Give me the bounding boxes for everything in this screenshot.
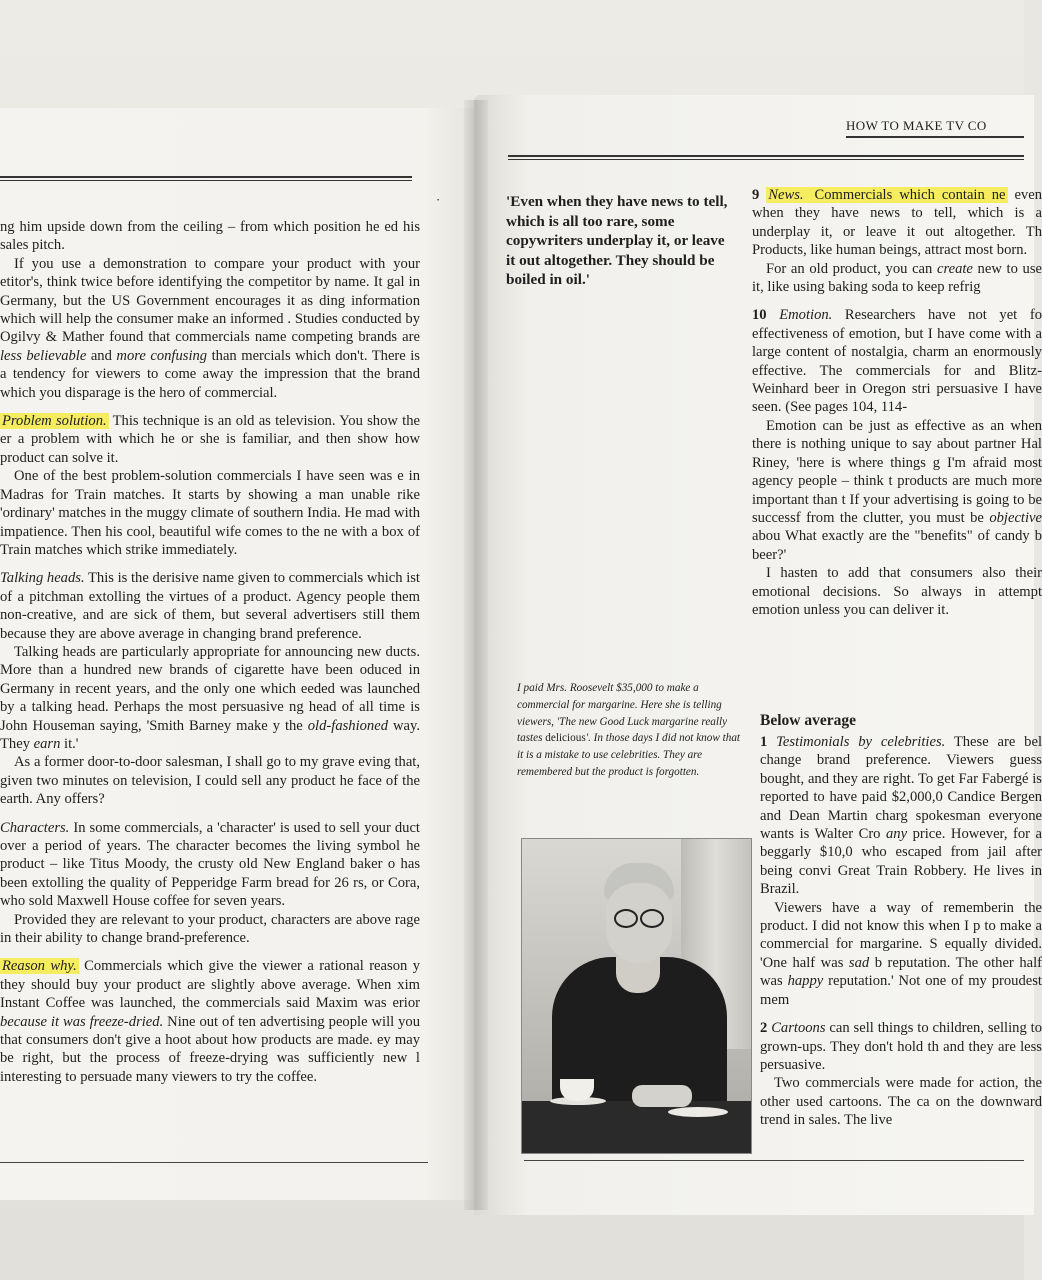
text-run: I hasten to add that consumers also their emotional decisions. So always in attempt emotion unless you can deliver it. (752, 565, 1042, 618)
paragraph (752, 417, 1042, 564)
right-column-text (752, 186, 1042, 619)
right-column-text-2 (760, 733, 1042, 1130)
text-run: Nine out of ten advertising people will you that consumers don't give a hoot about how products are made. ey may be right, but the process of freeze-drying was sufficiently new l interesting to persuade many viewers to try the coffee. (0, 1013, 421, 1085)
text-run: it.' (60, 735, 79, 752)
highlighted-text: Reason why. (2, 958, 77, 975)
text-run: even when they have news to tell, which is a underplay it, or leave it out altogether. Th Products, like human beings, attract most born. (752, 187, 1042, 259)
text-run: abou What exactly are the "benefits" of candy b beer?' (752, 528, 1042, 563)
text-run: than mercials which don't. There is a tendency for viewers to come away the impression that the brand which you disparage is the hero of commercial. (0, 347, 420, 401)
text-run: These are bel change brand preference. Viewers guess bought, and they are right. To get Far Fabergé is reported to have paid $2,000,0 Candice Bergen and Dean Martin charg spokesman everyone wants is Walter Cro (760, 734, 1042, 843)
item-number: 2 (760, 1020, 768, 1037)
text-run: more confusing (116, 347, 208, 364)
item-number: 10 (752, 307, 767, 324)
text-run: Emotion. (779, 307, 833, 324)
paragraph (760, 1074, 1042, 1129)
highlighted-text: Problem solution. (2, 413, 107, 430)
paragraph (0, 218, 420, 255)
text-run: Two commercials were made for action, the other used cartoons. The ca on the downward trend in sales. The live (760, 1075, 1042, 1129)
text-run: less believable (0, 347, 87, 364)
paragraph (752, 186, 1042, 260)
text-run: objective (989, 509, 1042, 526)
paragraph (760, 733, 1042, 899)
paragraph (760, 1019, 1042, 1074)
right-bottom-rule (524, 1160, 1024, 1161)
text-run: happy (787, 973, 824, 990)
text-run: create (936, 260, 973, 277)
paragraph (752, 564, 1042, 619)
item-number: 9 (752, 187, 760, 203)
page-mark: · (436, 192, 441, 207)
text-run: Cartoons (771, 1020, 826, 1037)
text-run: ng him upside down from the ceiling – from which position he ed his sales pitch. (0, 219, 420, 254)
text-run: As a former door-to-door salesman, I shall go to my grave eving that, given two minutes on television, I could sell any product he face of the earth. Any offers? (0, 754, 420, 808)
right-header-rule (846, 136, 1024, 138)
paragraph (0, 467, 420, 559)
paragraph (0, 957, 420, 1086)
text-run: and (86, 347, 117, 364)
photo-caption (517, 680, 745, 781)
text-run: Testimonials by celebrities. (776, 734, 946, 750)
text-run: can sell things to children, selling to grown-ups. They don't hold th and they are less persuasive. (760, 1020, 1042, 1073)
text-run: delicious (545, 732, 586, 745)
text-run: In some commercials, a 'character' is used to sell your duct over a period of years. The character becomes the living symbol he product – like Titus Moody, the crusty old New England baker o has been extolling the quality of Pepperidge Farm bread for 26 rs, or Cora, who sold Maxwell House coffee for seven years. (0, 819, 420, 910)
text-run: Provided they are relevant to your product, characters are above rage in their ability to change brand-preference. (0, 911, 420, 947)
text-run: I paid Mrs. Roosevelt $35,000 to make a commercial for margarine. Here she is telling viewers, 'The new Good Luck margarine really tastes (517, 682, 728, 745)
paragraph (0, 412, 420, 467)
paragraph (0, 819, 420, 911)
text-run: reputation.' Not one of my proudest mem (760, 973, 1042, 1008)
text-run: old-fashioned (307, 717, 389, 734)
highlighted-text: News. (768, 187, 804, 203)
right-top-rule (508, 155, 1024, 160)
text-run: This is the derisive name given to commercials which ist of a pitchman extolling the virtues of a product. Agency people them non-creative, and are sick of them, but several advertisers still them because they are above average in changing brand preference. (0, 570, 420, 642)
text-run: Talking heads. (0, 570, 85, 587)
text-run: because it was freeze-dried. (0, 1013, 164, 1030)
text-run: sad (848, 954, 870, 971)
text-run (767, 734, 776, 750)
left-bottom-rule (0, 1162, 428, 1163)
text-run: any (886, 826, 908, 843)
text-run: Characters. (0, 819, 70, 836)
left-column-text (0, 218, 420, 1086)
left-top-rule (0, 176, 412, 181)
text-run: way. They (0, 717, 420, 752)
text-run: price. However, for a beggarly $10,0 who escaped from jail after being convi Great Train Robbery. He lives in Brazil. (760, 826, 1042, 898)
text-run: new to use it, like using baking soda to keep refrig (752, 260, 1042, 296)
paragraph (0, 753, 420, 808)
text-run: If you use a demonstration to compare your product with your etitor's, think twice before identifying the competitor by name. It gal in Germany, but the US Government encourages it as ding information which will help the consumer make an informed . Studies conducted by Ogilvy & Mather found that commercials name competing brands are (0, 255, 420, 346)
paragraph (760, 899, 1042, 1009)
text-run: Viewers have a way of rememberin the product. I did not know this when I p to make a commercial for margarine. S equally divided. 'One half was (760, 899, 1042, 971)
paragraph (0, 255, 420, 402)
text-run: For an old product, you can (766, 260, 937, 277)
paragraph (0, 643, 420, 753)
text-run: Talking heads are particularly appropriate for announcing new ducts. More than a hundred new brands of cigarette have been oduced in Germany in recent years, and the only one which eeded was launched by a talking head. Perhaps the most persuasive ng head of all time is John Houseman saying, 'Smith Barney make y the (0, 643, 420, 734)
below-average-heading: Below average (760, 712, 856, 729)
text-run: b reputation. The other half was (760, 954, 1042, 990)
text-run (767, 307, 780, 323)
text-run: This technique is an old as television. You show the er a problem with which he or she is familiar, and then show how product can solve it. (0, 413, 421, 466)
text-run: One of the best problem-solution commercials I have seen was e in Madras for Train matches. It starts by showing a man unable rike 'ordinary' matches in the muggy climate of southern India. He mad with impatience. Then his cool, beautiful wife comes to the ne with a box of Train matches which strike immediately. (0, 468, 420, 558)
pull-quote: 'Even when they have news to tell, which is all too rare, some copywriters underplay it, or leave it out altogether. They should be boiled in oil.' (506, 193, 728, 288)
paragraph (752, 306, 1042, 416)
portrait-photo-icon (521, 838, 752, 1154)
running-head: HOW TO MAKE TV CO (846, 118, 987, 133)
item-number: 1 (760, 734, 768, 750)
paragraph (752, 260, 1042, 297)
paragraph (0, 569, 420, 643)
book-gutter (464, 100, 488, 1210)
text-run: earn (33, 735, 61, 752)
text-run: Commercials which give the viewer a rational reason y they should buy your product are slightly above average. When xim Instant Coffee was launched, the commercials said Maxim was erior (0, 958, 420, 1012)
text-run: Researchers have not yet fo effectiveness of emotion, but I have come with a large content of nostalgia, charm an enormously effective. The commercials for and Blitz-Weinhard beer in Oregon stri persuasive I have seen. (See pages 104, 114- (752, 307, 1042, 416)
text-run: '. In those days I did not know that it is a mistake to use celebrities. They are remembered but the product is forgotten. (517, 732, 741, 778)
highlighted-text: Commercials which contain ne (807, 187, 1006, 203)
paragraph (0, 911, 420, 948)
text-run: Emotion can be just as effective as an when there is nothing unique to say about partner Hal Riney, 'here is where things g I'm afraid most agency people – think t products are much more important than t If your advertising is going to be successf from the clutter, you must be (752, 417, 1042, 526)
